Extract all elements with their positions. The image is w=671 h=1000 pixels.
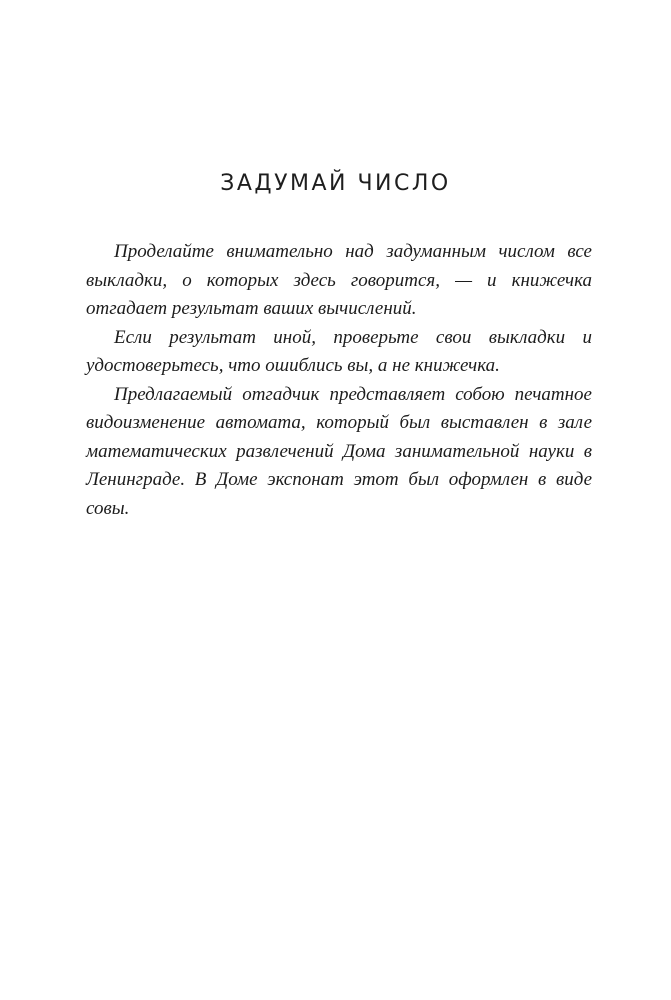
paragraph-verification: Если результат иной, проверьте свои выкладки и удостоверьтесь, что ошиблись вы, а не книжечка. xyxy=(86,326,592,376)
body-text xyxy=(86,238,592,523)
paragraph-history: Предлагаемый отгадчик представляет собою печатное видоизменение автомата, который был выставлен в зале математических развлечений Дома занимательной науки в Ленинграде. В Доме экспонат этот был оформлен в виде совы. xyxy=(86,383,592,519)
paragraph-instructions: Проделайте внимательно над задуманным числом все выкладки, о которых здесь говорится, — и книжечка отгадает результат ваших вычислений. xyxy=(86,241,592,319)
chapter-title: ЗАДУМАЙ ЧИСЛО xyxy=(220,171,451,196)
